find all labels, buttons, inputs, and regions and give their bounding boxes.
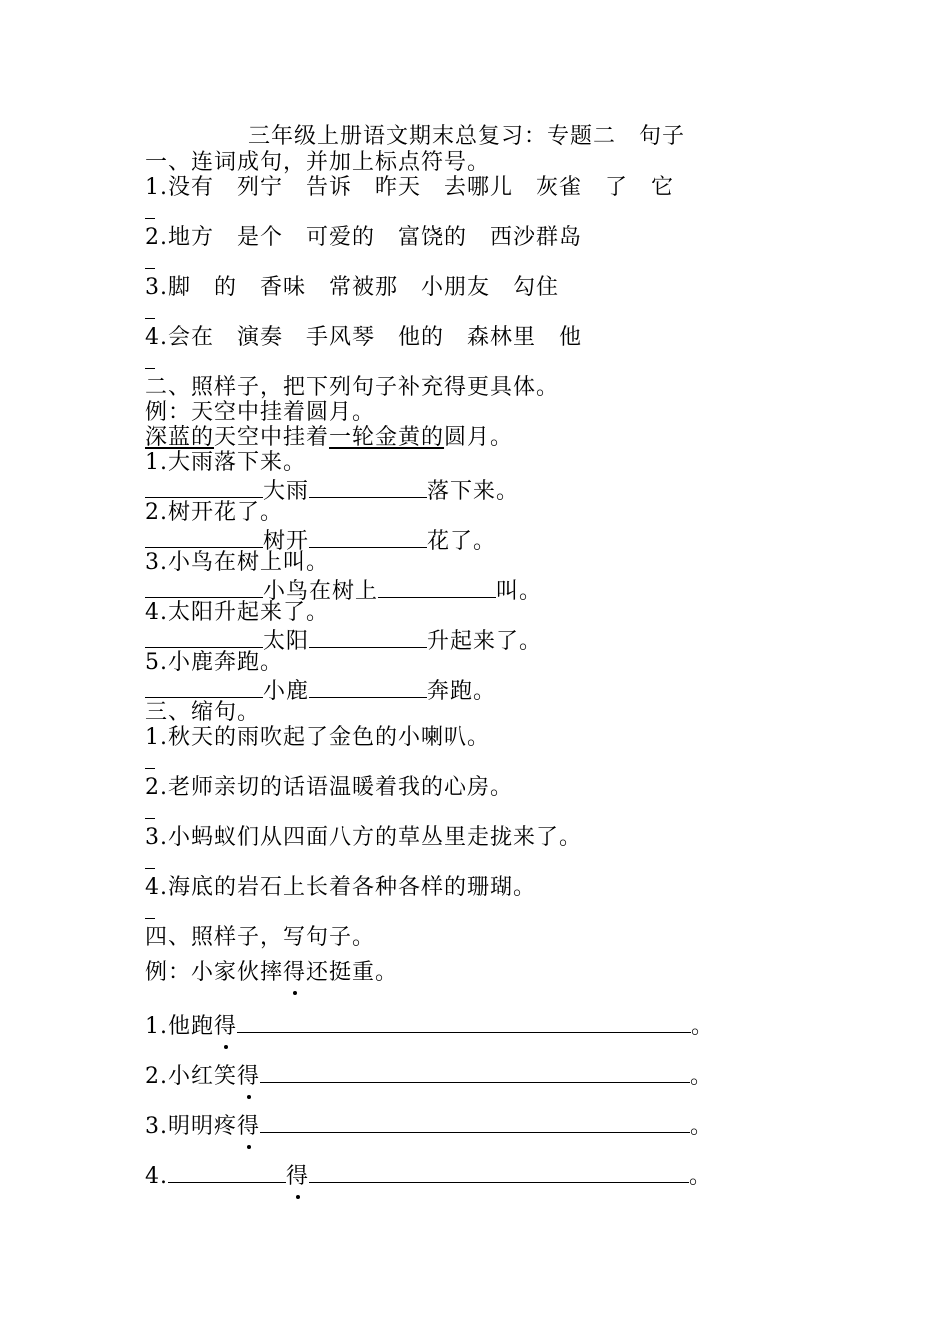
emphasis-dot-char: 得 <box>214 1014 238 1039</box>
section2-answer-3: 小鸟在树上 叫。 <box>145 575 542 605</box>
page-title: 三年级上册语文期末总复习：专题二 句子 <box>248 124 686 149</box>
blank-field[interactable] <box>378 575 496 598</box>
example-underlined-1: 深蓝的 <box>145 425 215 450</box>
answer-line-short <box>145 818 155 819</box>
section3-item-4: 4.海底的岩石上长着各种各样的珊瑚。 <box>145 875 536 900</box>
answer-line-short <box>145 368 155 369</box>
section2-heading: 二、照样子，把下列句子补充得更具体。 <box>145 375 560 400</box>
section2-question-1: 1.大雨落下来。 <box>145 450 306 475</box>
section4-item-1: 1.他跑得 。 <box>145 1010 714 1040</box>
blank-field[interactable] <box>309 675 427 698</box>
section3-item-2: 2.老师亲切的话语温暖着我的心房。 <box>145 775 513 800</box>
section3-heading: 三、缩句。 <box>145 700 261 725</box>
section4-item-2: 2.小红笑得 。 <box>145 1060 713 1090</box>
section1-item-3: 3.脚 的 香味 常被那 小朋友 勾住 <box>145 275 559 300</box>
blank-field[interactable] <box>309 475 427 498</box>
section2-question-5: 5.小鹿奔跑。 <box>145 650 283 675</box>
section2-answer-2: 树开 花了。 <box>145 525 496 555</box>
section4-item-4: 4. 得 。 <box>145 1160 712 1190</box>
blank-field[interactable] <box>145 475 263 498</box>
example-underlined-2: 一轮金黄的 <box>329 425 445 450</box>
section2-answer-4: 太阳 升起来了。 <box>145 625 542 655</box>
answer-line[interactable] <box>309 1160 689 1183</box>
answer-line-short <box>145 768 155 769</box>
section2-example: 例：天空中挂着圆月。 <box>145 400 376 425</box>
answer-line-short <box>145 318 155 319</box>
answer-line[interactable] <box>260 1110 690 1133</box>
section4-example: 例：小家伙摔得还挺重。 <box>145 960 399 985</box>
section1-item-4: 4.会在 演奏 手风琴 他的 森林里 他 <box>145 325 582 350</box>
blank-field[interactable] <box>145 575 263 598</box>
blank-field[interactable] <box>145 675 263 698</box>
section3-item-3: 3.小蚂蚁们从四面八方的草丛里走拢来了。 <box>145 825 582 850</box>
section1-heading: 一、连词成句，并加上标点符号。 <box>145 150 491 175</box>
section2-question-2: 2.树开花了。 <box>145 500 283 525</box>
section1-item-1: 1.没有 列宁 告诉 昨天 去哪儿 灰雀 了 它 <box>145 175 674 200</box>
answer-line-short <box>145 268 155 269</box>
section2-answer-1: 大雨 落下来。 <box>145 475 519 505</box>
emphasis-dot-char: 得 <box>286 1164 310 1189</box>
section2-question-3: 3.小鸟在树上叫。 <box>145 550 329 575</box>
answer-line[interactable] <box>237 1010 691 1033</box>
blank-field[interactable] <box>145 525 263 548</box>
answer-line-short <box>145 218 155 219</box>
answer-line[interactable] <box>168 1160 286 1183</box>
emphasis-dot-char: 得 <box>237 1064 261 1089</box>
blank-field[interactable] <box>309 525 427 548</box>
emphasis-dot-char: 得 <box>283 960 307 985</box>
section1-item-2: 2.地方 是个 可爱的 富饶的 西沙群岛 <box>145 225 582 250</box>
section3-item-1: 1.秋天的雨吹起了金色的小喇叭。 <box>145 725 490 750</box>
section2-answer-5: 小鹿 奔跑。 <box>145 675 496 705</box>
answer-line-short <box>145 918 155 919</box>
emphasis-dot-char: 得 <box>237 1114 261 1139</box>
blank-field[interactable] <box>309 625 427 648</box>
answer-line-short <box>145 868 155 869</box>
blank-field[interactable] <box>145 625 263 648</box>
section2-example-answer: 深蓝的天空中挂着一轮金黄的圆月。 <box>145 425 514 450</box>
section2-question-4: 4.太阳升起来了。 <box>145 600 329 625</box>
section4-heading: 四、照样子，写句子。 <box>145 925 376 950</box>
answer-line[interactable] <box>260 1060 690 1083</box>
section4-item-3: 3.明明疼得 。 <box>145 1110 713 1140</box>
